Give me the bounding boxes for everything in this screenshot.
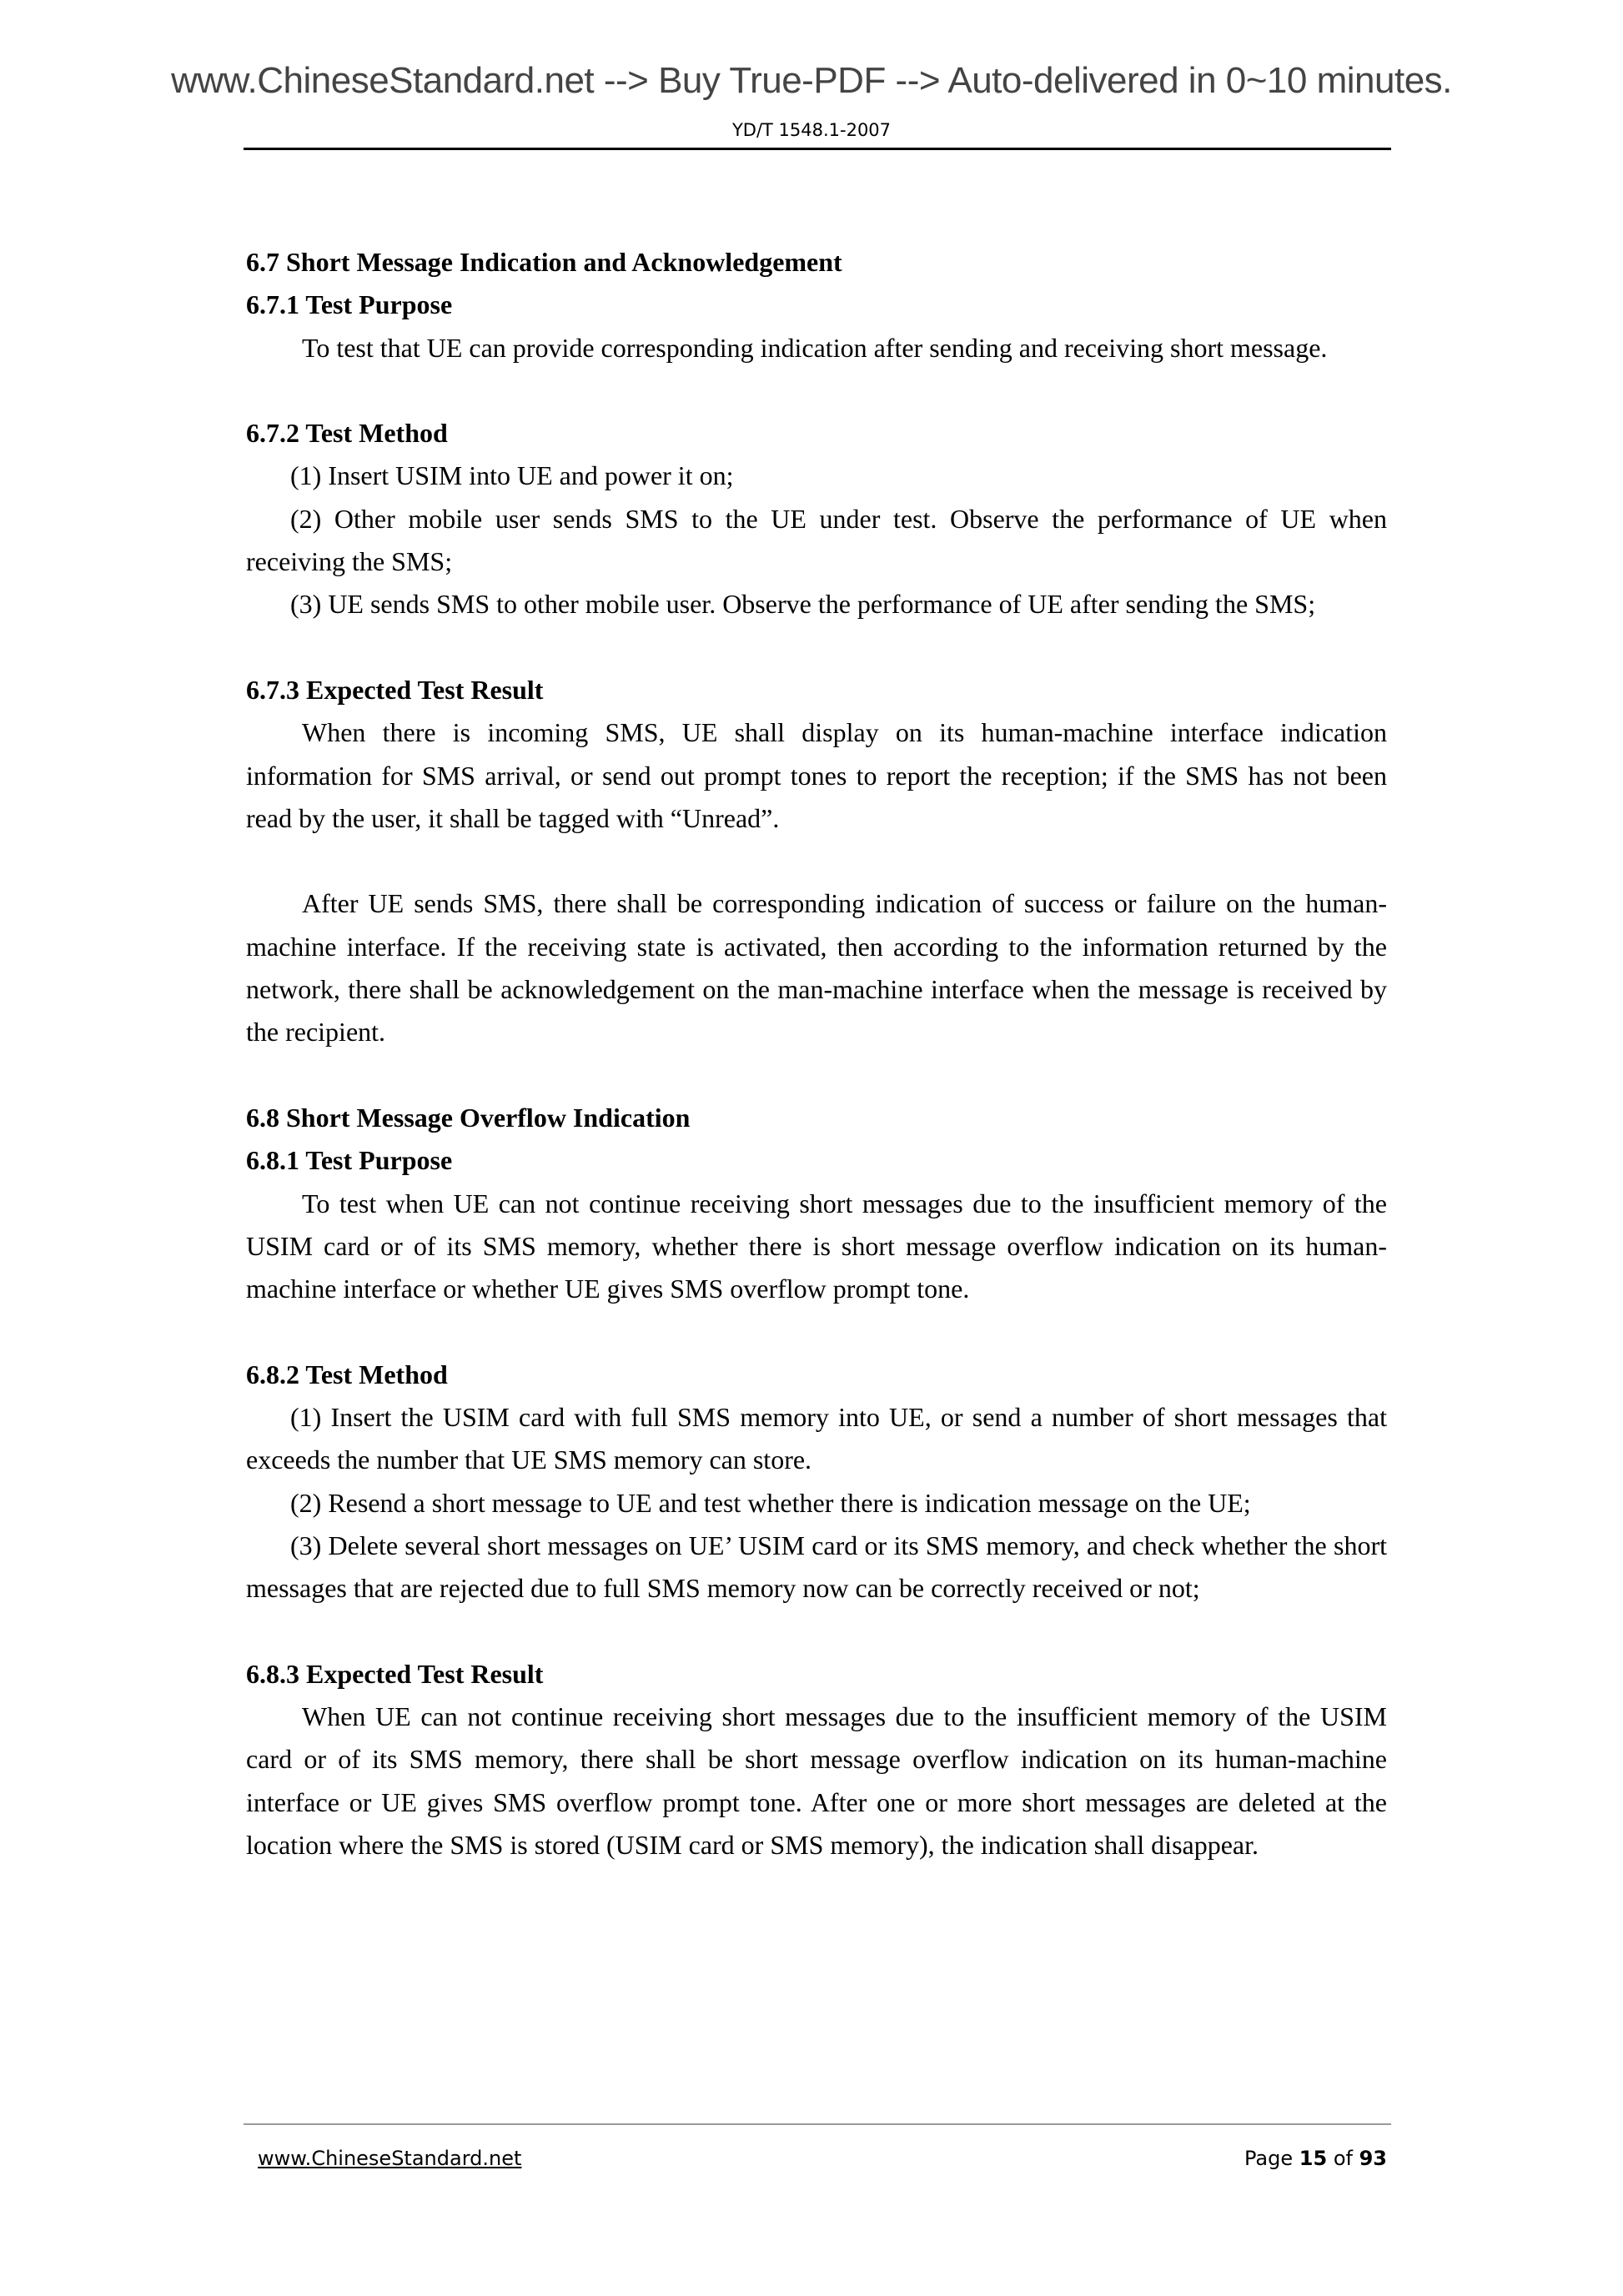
- blank-line: [246, 1610, 1387, 1653]
- paragraph: When there is incoming SMS, UE shall display on its human-machine interface indication information for SMS arrival, or send out prompt tones to report the reception; if the SMS has not been read by the user, it shall be tagged with “Unread”.: [246, 717, 1387, 833]
- paragraph: When UE can not continue receiving short messages due to the insufficient memory of the USIM card or of its SMS memory, there shall be short message overflow indication on its human-machine interface or UE gives SMS overflow prompt tone. After one or more short messages are deleted at the location where the SMS is stored (USIM card or SMS memory), the indication shall disappear.: [246, 1701, 1387, 1860]
- section-heading: 6.8 Short Message Overflow Indication: [246, 1102, 691, 1133]
- section-heading: 6.8.3 Expected Test Result: [246, 1658, 544, 1689]
- step-item: (2) Resend a short message to UE and test whether there is indication message on the UE;: [290, 1487, 1251, 1518]
- step-item: (2) Other mobile user sends SMS to the UE under test. Observe the performance of UE when receiving the SMS;: [246, 503, 1387, 577]
- current-page: 15: [1299, 2147, 1328, 2170]
- header-divider: [244, 148, 1391, 150]
- step-item: (1) Insert the USIM card with full SMS memory into UE, or send a number of short messages that exceeds the number that UE SMS memory can store.: [246, 1402, 1387, 1475]
- step-item: (3) Delete several short messages on UE’ USIM card or its SMS memory, and check whether the short messages that are rejected due to full SMS memory now can be correctly received or not;: [246, 1530, 1387, 1604]
- document-id-header: YD/T 1548.1-2007: [731, 120, 892, 140]
- document-body: [246, 241, 1387, 1866]
- paragraph: To test when UE can not continue receiving short messages due to the insufficient memory of the USIM card or of its SMS memory, whether there is short message overflow indication on its human-machine interface or whether UE gives SMS overflow prompt tone.: [246, 1188, 1387, 1304]
- step-item: (3) UE sends SMS to other mobile user. Observe the performance of UE after sending the SMS;: [290, 589, 1316, 620]
- of-label: of: [1333, 2147, 1353, 2170]
- page-number: [1244, 2147, 1387, 2170]
- blank-line: [246, 1054, 1387, 1097]
- paragraph: After UE sends SMS, there shall be corresponding indication of success or failure on the human-machine interface. If the receiving state is activated, then according to the information returned by the network, there shall be acknowledgement on the man-machine interface when the message is received by the recipient.: [246, 888, 1387, 1048]
- page-label: Page: [1244, 2147, 1294, 2170]
- blank-line: [246, 626, 1387, 669]
- footer-website-link[interactable]: www.ChineseStandard.net: [258, 2147, 522, 2170]
- promo-banner: www.ChineseStandard.net --> Buy True-PDF --> Auto-delivered in 0~10 minutes.: [171, 60, 1452, 101]
- step-item: (1) Insert USIM into UE and power it on;: [290, 460, 734, 491]
- total-pages: 93: [1359, 2147, 1387, 2170]
- blank-line: [246, 840, 1387, 882]
- section-heading: 6.7.2 Test Method: [246, 418, 448, 449]
- section-heading: 6.7.1 Test Purpose: [246, 289, 453, 320]
- blank-line: [246, 369, 1387, 412]
- section-heading: 6.7.3 Expected Test Result: [246, 674, 544, 705]
- paragraph: To test that UE can provide corresponding indication after sending and receiving short message.: [302, 332, 1328, 363]
- section-heading: 6.8.1 Test Purpose: [246, 1145, 453, 1176]
- footer-divider: [244, 2123, 1391, 2125]
- section-heading: 6.7 Short Message Indication and Acknowledgement: [246, 247, 842, 277]
- blank-line: [246, 1310, 1387, 1353]
- section-heading: 6.8.2 Test Method: [246, 1359, 448, 1389]
